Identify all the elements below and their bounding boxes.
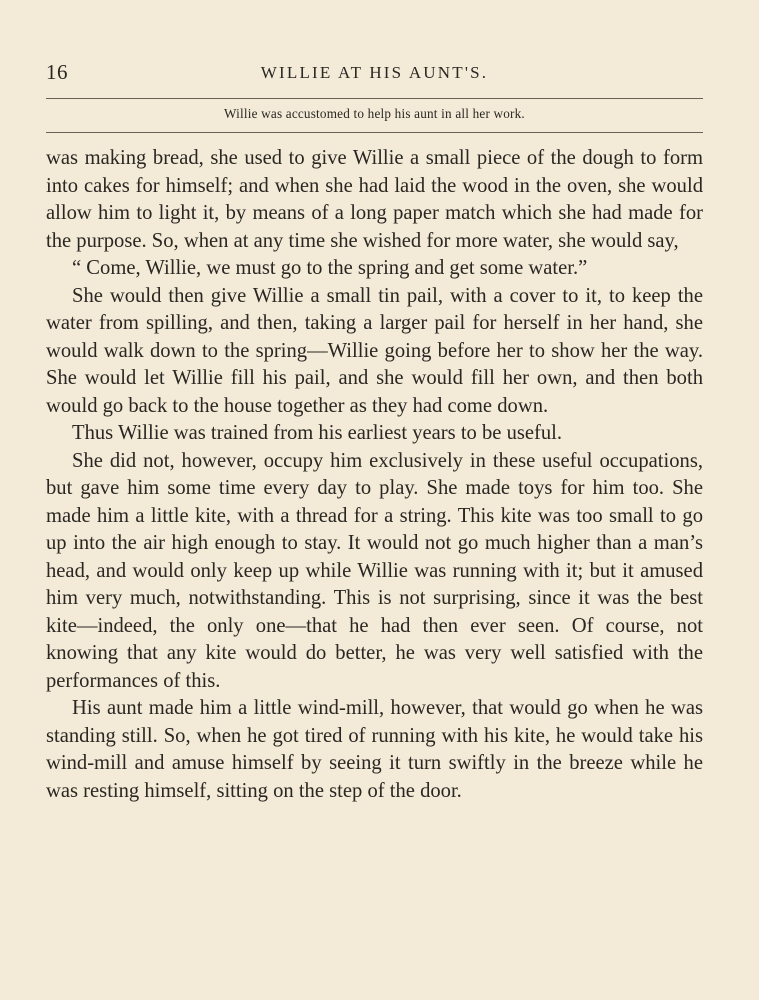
paragraph-spring: She would then give Willie a small tin pail, with a cover to it, to keep the water from spilling, and then, taking a larger pail for herself in her hand, she would walk down to the spring—Willie going before her to show her the way. She would let Willie fill his pail, and she would fill her own, and then both would go back to the house together as they had come down. — [46, 284, 703, 417]
body-text — [46, 145, 703, 805]
running-title: WILLIE AT HIS AUNT'S. — [260, 63, 489, 82]
paragraph-dialogue: “ Come, Willie, we must go to the spring and get some water.” — [72, 257, 588, 279]
paragraph-kite: She did not, however, occupy him exclusively in these useful occupations, but gave him some time every day to play. She made toys for him too. She made him a little kite, with a thread for a string. This kite was too small to go up into the air high enough to stay. It would not go much higher than a man’s head, and would only keep up while Willie was running with it; but it amused him very much, notwithstanding. This is not surprising, since it was the best kite—indeed, the only one—that he had then ever seen. Of course, not knowing that any kite would do better, he was very well satisfied with the performances of this. — [46, 449, 703, 692]
paragraph-trained: Thus Willie was trained from his earliest years to be useful. — [72, 422, 563, 444]
illustration-caption: Willie was accustomed to help his aunt in all her work. — [224, 106, 525, 121]
caption-rule-bottom — [46, 132, 703, 133]
page-number: 16 — [46, 60, 68, 84]
caption-rule-top — [46, 98, 703, 99]
paragraph-continued: was making bread, she used to give Willie a small piece of the dough to form into cakes for himself; and when she had laid the wood in the oven, she would allow him to light it, by means of a long paper match which she had made for the purpose. So, when at any time she wished for more water, she would say, — [46, 147, 703, 252]
running-head — [46, 60, 703, 84]
paragraph-windmill: His aunt made him a little wind-mill, however, that would go when he was standing still. So, when he got tired of running with his kite, he would take his wind-mill and amuse himself by seeing it turn swiftly in the breeze while he was resting himself, sitting on the step of the door. — [46, 697, 703, 802]
